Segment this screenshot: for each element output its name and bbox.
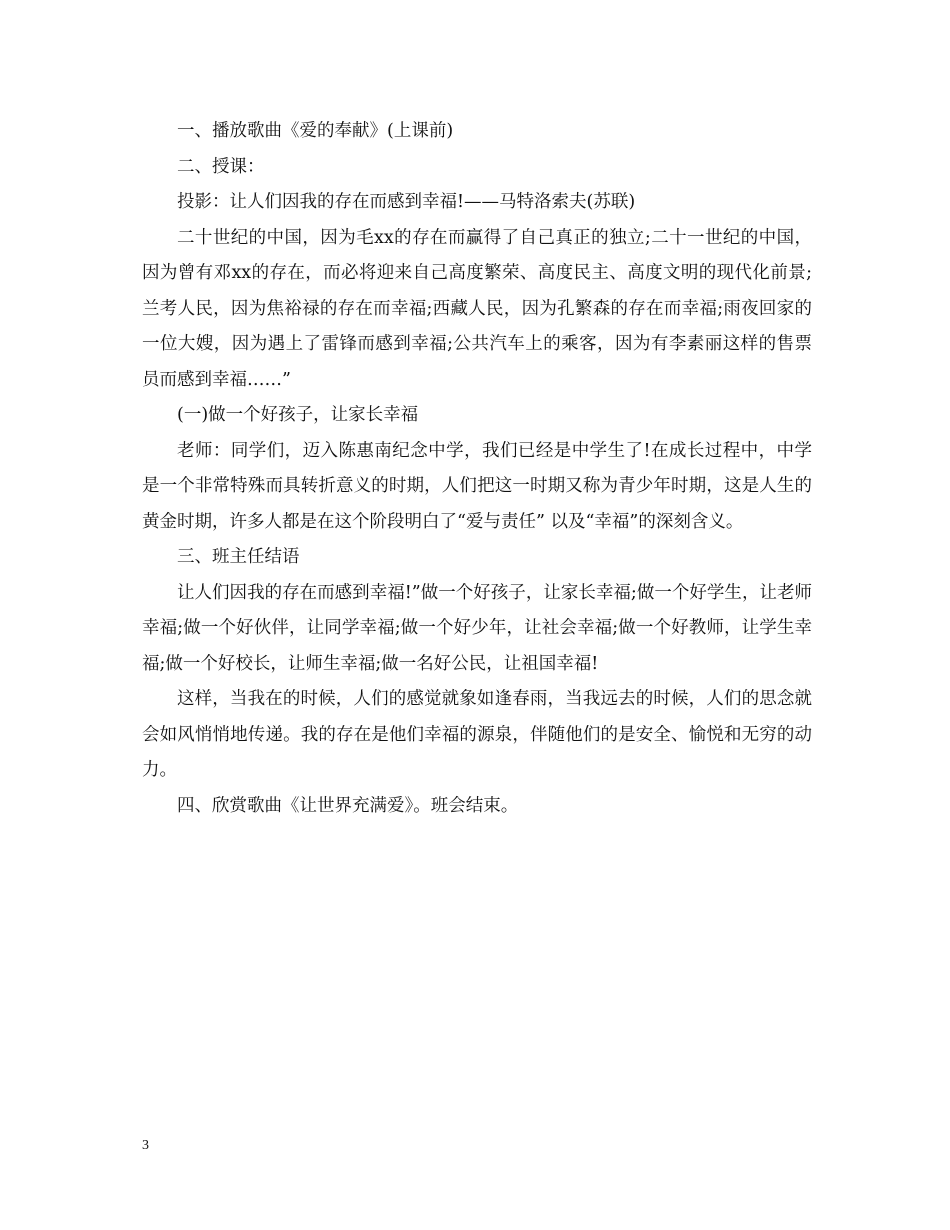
paragraph-lecture-heading: 二、授课： bbox=[177, 156, 265, 177]
document-body bbox=[142, 114, 812, 824]
paragraph-closing-song: 四、欣赏歌曲《让世界充满爱》。班会结束。 bbox=[177, 795, 519, 816]
paragraph-teacher-speech: 老师：同学们，迈入陈惠南纪念中学，我们已经是中学生了!在成长过程中，中学是一个非常特殊而具转折意义的时期，人们把这一时期又称为青少年时期，这是人生的黄金时期，许多人都是在这个阶段明白了“爱与责任” 以及“幸福”的深刻含义。 bbox=[142, 440, 812, 532]
paragraph-good-child-heading: (一)做一个好孩子，让家长幸福 bbox=[177, 405, 419, 425]
paragraph-projection-quote: 投影：让人们因我的存在而感到幸福!——马特洛索夫(苏联) bbox=[177, 192, 636, 212]
paragraph-conclusion-heading: 三、班主任结语 bbox=[177, 547, 300, 567]
paragraph-century-examples: 二十世纪的中国，因为毛xx的存在而赢得了自己真正的独立;二十一世纪的中国，因为曾有邓xx的存在，而必将迎来自己高度繁荣、高度民主、高度文明的现代化前景;兰考人民，因为焦裕禄的存在而幸福;西藏人民，因为孔繁森的存在而幸福;雨夜回家的一位大嫂，因为遇上了雷锋而感到幸福;公共汽车上的乘客，因为有李素丽这样的售票员而感到幸福……” bbox=[142, 227, 812, 390]
page-number: 3 bbox=[142, 1138, 149, 1153]
paragraph-conclusion-text: 让人们因我的存在而感到幸福!”做一个好孩子，让家长幸福;做一个好学生，让老师幸福;做一个好伙伴，让同学幸福;做一个好少年，让社会幸福;做一个好教师，让学生幸福;做一个好校长，让师生幸福;做一名好公民，让祖国幸福! bbox=[142, 582, 812, 674]
paragraph-reflection: 这样，当我在的时候，人们的感觉就象如逢春雨，当我远去的时候，人们的思念就会如风悄悄地传递。我的存在是他们幸福的源泉，伴随他们的是安全、愉悦和无穷的动力。 bbox=[142, 689, 812, 780]
paragraph-song-intro: 一、播放歌曲《爱的奉献》(上课前) bbox=[177, 121, 454, 141]
